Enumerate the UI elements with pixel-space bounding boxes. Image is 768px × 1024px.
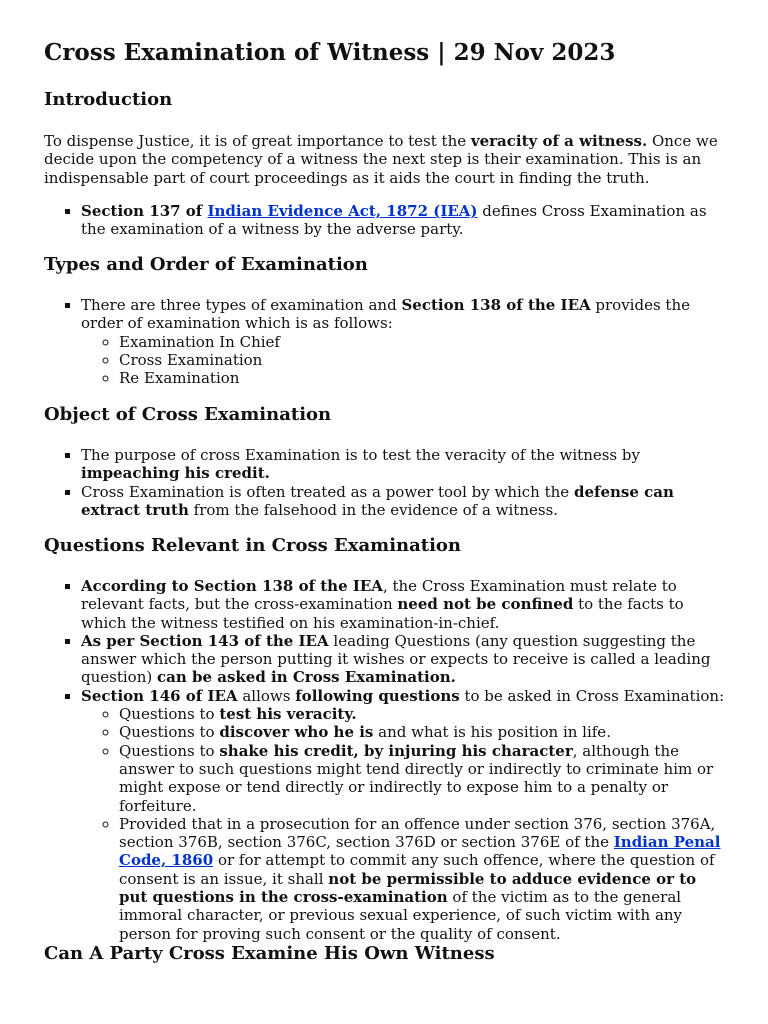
heading-types-and-order: Types and Order of Examination bbox=[44, 254, 368, 275]
sublist-item: ◦ Cross Examination bbox=[119, 351, 726, 369]
intro-paragraph: To dispense Justice, it is of great importance to test the veracity of a witness. Once we decide upon the competency of a witness the next step is their examination. This is an indispensable part of court proceedings as it aids the court in finding the truth. bbox=[44, 132, 718, 187]
sublist-item: ◦ Questions to discover who he is and what is his position in life. bbox=[119, 723, 726, 741]
list-item: ▪ The purpose of cross Examination is to test the veracity of the witness by impeaching his credit. bbox=[81, 446, 726, 483]
sublist-item: ◦ Provided that in a prosecution for an offence under section 376, section 376A, section 376B, section 376C, section 376D or section 376E of the Indian Penal Code, 1860 or for attempt to commit any such offence, where the question of consent is an issue, it shall not be permissible to adduce evidence or to put questions in the cross-examination of the victim as to the general immoral character, or previous sexual experience, of such victim with any person for proving such consent or the quality of consent. bbox=[119, 815, 726, 943]
object-list bbox=[44, 446, 726, 519]
iea-link[interactable]: Indian Evidence Act, 1872 (IEA) bbox=[207, 202, 478, 220]
heading-questions-relevant: Questions Relevant in Cross Examination bbox=[44, 535, 462, 556]
list-item: ▪ Cross Examination is often treated as a power tool by which the defense can extract truth from the falsehood in the evidence of a witness. bbox=[81, 483, 726, 520]
sublist-item: ◦ Re Examination bbox=[119, 369, 726, 387]
intro-list bbox=[44, 202, 726, 239]
list-item: ▪ According to Section 138 of the IEA, the Cross Examination must relate to relevant facts, but the cross-examination need not be confined to the facts to which the witness testified on his examination-in-chief. bbox=[81, 577, 726, 632]
heading-object: Object of Cross Examination bbox=[44, 404, 332, 425]
intro-bold: veracity of a witness. bbox=[470, 132, 648, 150]
permitted-questions-sublist bbox=[81, 705, 726, 943]
sublist-item: ◦ Questions to test his veracity. bbox=[119, 705, 726, 723]
types-list bbox=[44, 296, 726, 387]
questions-list bbox=[44, 577, 726, 943]
heading-own-witness: Can A Party Cross Examine His Own Witness bbox=[44, 943, 495, 964]
ipc-link[interactable]: Indian Penal Code, 1860 bbox=[119, 833, 721, 870]
list-item: ▪ Section 146 of IEA allows following questions to be asked in Cross Examination: ◦ Questions to test his veracity. ◦ Questions to discover who he is and what is his position in life. ◦ Questions to shake his credit, by injuring his character, although the answer to such questions might tend directly or indirectly to criminate him or might expose or tend directly or indirectly to expose him to a penalty or forfeiture. ◦ Provided that in a prosecution for an offence under section 376, section 376A, section 376B, section 376C, section 376D or section 376E of the Indian Penal Code, 1860 or for attempt to commit any such offence, where the question of consent is an issue, it shall not be permissible to adduce evidence or to put questions in the cross-examination of the victim as to the general immoral character, or previous sexual experience, of such victim with any person for proving such consent or the quality of consent. bbox=[81, 687, 726, 943]
list-item: ▪ There are three types of examination and Section 138 of the IEA provides the order of examination which is as follows: ◦ Examination In Chief ◦ Cross Examination ◦ Re Examination bbox=[81, 296, 726, 387]
sublist-item: ◦ Examination In Chief bbox=[119, 333, 726, 351]
sublist-item: ◦ Questions to shake his credit, by injuring his character, although the answer to such questions might tend directly or indirectly to criminate him or might expose or tend directly or indirectly to expose him to a penalty or forfeiture. bbox=[119, 742, 726, 815]
list-item: ▪ Section 137 of Indian Evidence Act, 1872 (IEA) defines Cross Examination as the examination of a witness by the adverse party. bbox=[81, 202, 726, 239]
examination-types-sublist bbox=[81, 333, 726, 388]
heading-introduction: Introduction bbox=[44, 89, 173, 110]
list-item: ▪ As per Section 143 of the IEA leading Questions (any question suggesting the answer which the person putting it wishes or expects to receive is called a leading question) can be asked in Cross Examination. bbox=[81, 632, 726, 687]
page-title: Cross Examination of Witness | 29 Nov 2023 bbox=[44, 39, 616, 66]
